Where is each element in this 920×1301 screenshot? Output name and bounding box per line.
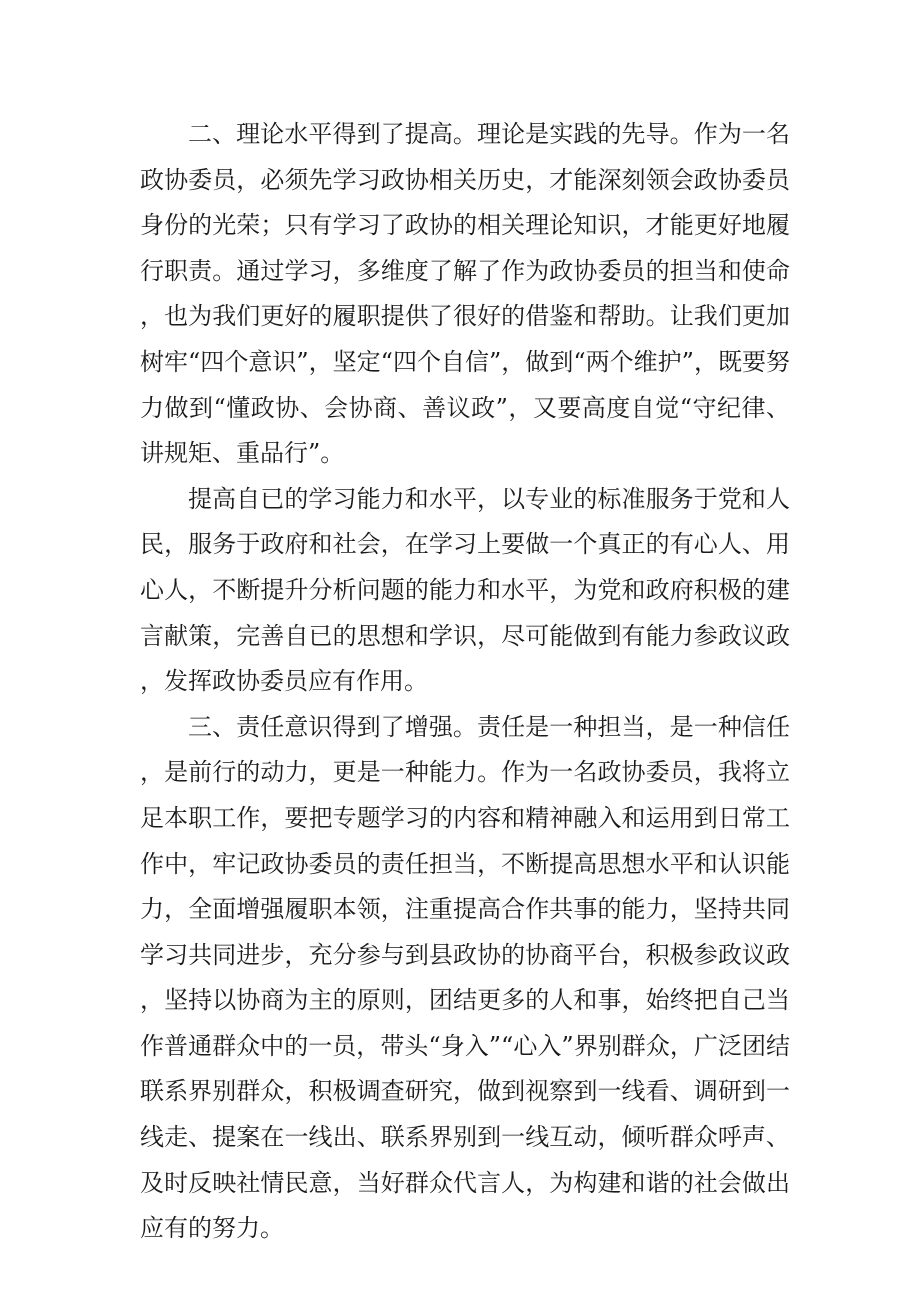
paragraph-responsibility: 三、责任意识得到了增强。责任是一种担当，是一种信任，是前行的动力，更是一种能力。作为一名政协委员，我将立足本职工作，要把专题学习的内容和精神融入和运用到日常工作中，牢记政协委员的责任担当，不断提高思想水平和认识能力，全面增强履职本领，注重提高合作共事的能力，坚持共同学习共同进步，充分参与到县政协的协商平台，积极参政议政，坚持以协商为主的原则，团结更多的人和事，始终把自己当作普通群众中的一员，带头“身入”“心入”界别群众，广泛团结联系界别群众，积极调查研究，做到视察到一线看、调研到一线走、提案在一线出、联系界别到一线互动，倾听群众呼声、及时反映社情民意，当好群众代言人，为构建和谐的社会做出应有的努力。 (140, 712, 790, 1243)
document-body (140, 112, 790, 1252)
paragraph-theory: 二、理论水平得到了提高。理论是实践的先导。作为一名政协委员，必须先学习政协相关历史，才能深刻领会政协委员身份的光荣；只有学习了政协的相关理论知识，才能更好地履行职责。通过学习，多维度了解了作为政协委员的担当和使命，也为我们更好的履职提供了很好的借鉴和帮助。让我们更加树牢“四个意识”，坚定“四个自信”，做到“两个维护”，既要努力做到“懂政协、会协商、善议政”，又要高度自觉“守纪律、讲规矩、重品行”。 (140, 120, 790, 468)
paragraph-study-ability: 提高自已的学习能力和水平，以专业的标准服务于党和人民，服务于政府和社会，在学习上要做一个真正的有心人、用心人，不断提升分析问题的能力和水平，为党和政府积极的建言献策，完善自已的思想和学识，尽可能做到有能力参政议政，发挥政协委员应有作用。 (140, 484, 790, 696)
